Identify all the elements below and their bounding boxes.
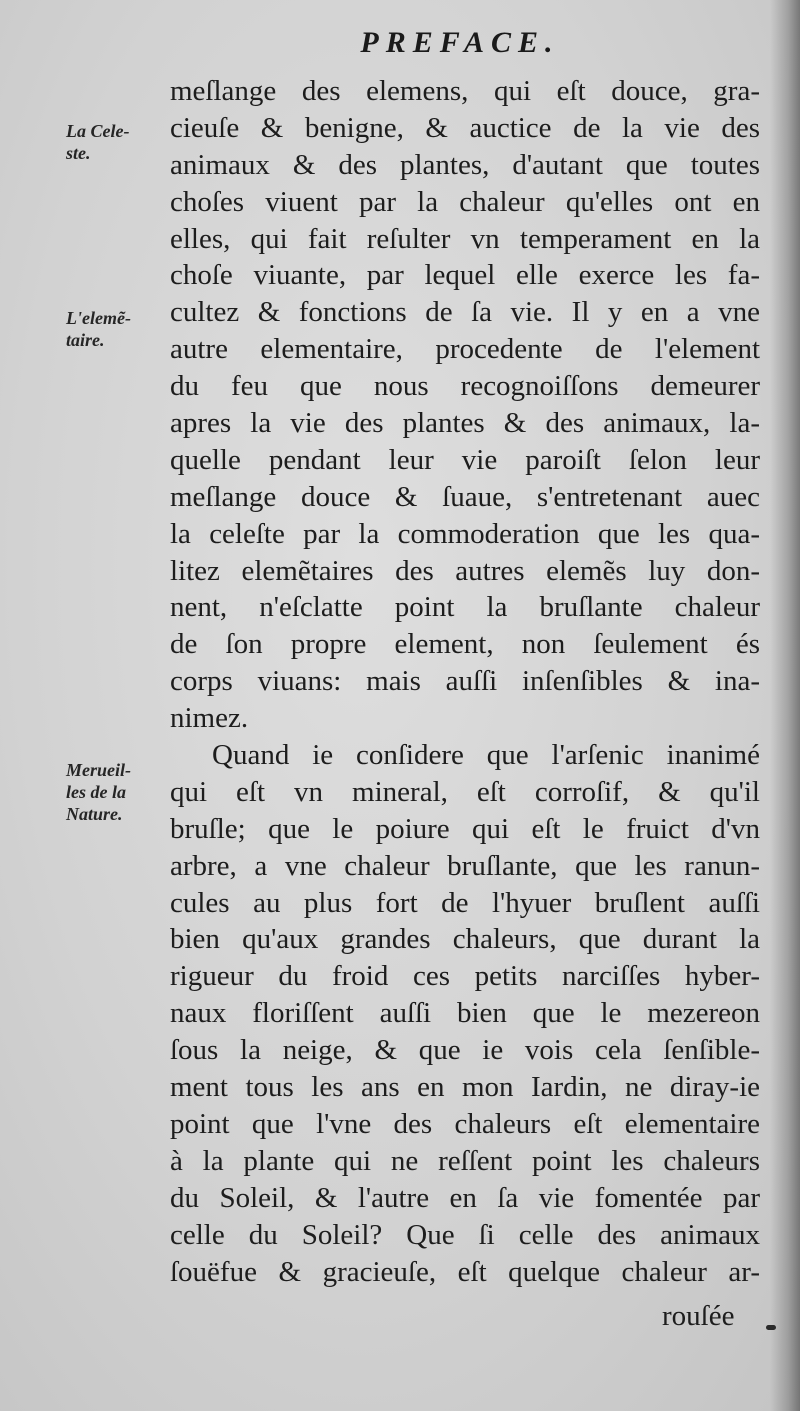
text-line: qui eſt vn mineral, eſt corroſif, & qu'il (170, 775, 760, 808)
text-line: meſlange des elemens, qui eſt douce, gra- (170, 75, 760, 107)
text-line: litez elemẽtaires des autres elemẽs luy don- (170, 554, 760, 587)
margin-note-line: Nature. (66, 804, 123, 824)
text-line: bruſle; que le poiure qui eſt le fruict d'vn (170, 812, 760, 845)
text-line: celle du Soleil? Que ſi celle des animaux (170, 1218, 760, 1251)
text-line: naux floriſſent auſſi bien que le mezereon (170, 997, 760, 1030)
margin-note-line: La Cele- (66, 121, 130, 141)
text-line: Quand ie conſidere que l'arſenic inanimé (212, 739, 760, 772)
text-line: ſouëfue & gracieuſe, eſt quelque chaleur ar- (170, 1255, 760, 1288)
margin-note-merueilles (66, 759, 170, 825)
page-shadow-edge (770, 0, 800, 1411)
ink-speck (766, 1325, 776, 1330)
text-line: corps viuans: mais auſſi inſenſibles & ina- (170, 665, 760, 698)
text-line: point que l'vne des chaleurs eſt elementaire (170, 1107, 760, 1140)
text-line: choſes viuent par la chaleur qu'elles ont en (170, 185, 760, 218)
text-line: autre elementaire, procedente de l'element (170, 333, 760, 366)
margin-note-line: taire. (66, 330, 105, 350)
text-line: nimez. (170, 702, 249, 735)
running-head-text: PREFACE. (360, 26, 560, 59)
text-line: quelle pendant leur vie paroiſt ſelon leur (170, 443, 760, 476)
text-line: arbre, a vne chaleur bruſlante, que les ranun- (170, 849, 760, 882)
margin-note-line: les de la (66, 782, 126, 802)
text-line: rigueur du froid ces petits narciſſes hyber- (170, 960, 760, 993)
margin-note-line: ste. (66, 143, 91, 163)
margin-note-elementaire (66, 307, 170, 351)
text-line: du feu que nous recognoiſſons demeurer (170, 370, 760, 403)
catchword: rouſée (662, 1300, 735, 1332)
running-head (0, 26, 800, 60)
text-line: du Soleil, & l'autre en ſa vie fomentée par (170, 1181, 760, 1214)
text-line: meſlange douce & ſuaue, s'entretenant auec (170, 480, 760, 513)
text-line: elles, qui fait reſulter vn temperament en la (170, 222, 760, 255)
text-line: ment tous les ans en mon Iardin, ne diray-ie (170, 1071, 760, 1104)
text-line: apres la vie des plantes & des animaux, la- (170, 407, 760, 440)
text-line: bien qu'aux grandes chaleurs, que durant la (170, 923, 760, 956)
text-line: animaux & des plantes, d'autant que toutes (170, 148, 760, 181)
text-line: de ſon propre element, non ſeulement és (170, 628, 760, 661)
body-text (170, 73, 760, 1290)
margin-note-line: L'elemẽ- (66, 308, 131, 328)
text-line: choſe viuante, par lequel elle exerce les fa- (170, 259, 760, 292)
margin-note-line: Merueil- (66, 760, 131, 780)
text-line: ſous la neige, & que ie vois cela ſenſible- (170, 1034, 760, 1067)
text-line: la celeſte par la commoderation que les qua- (170, 517, 760, 550)
text-line: cules au plus fort de l'hyuer bruſlent auſſi (170, 886, 760, 919)
text-line: nent, n'eſclatte point la bruſlante chaleur (170, 591, 760, 624)
text-line: cultez & fonctions de ſa vie. Il y en a vne (170, 296, 760, 329)
margin-note-celeste (66, 120, 170, 164)
text-line: à la plante qui ne reſſent point les chaleurs (170, 1144, 760, 1177)
text-line: cieuſe & benigne, & auctice de la vie des (170, 111, 760, 144)
